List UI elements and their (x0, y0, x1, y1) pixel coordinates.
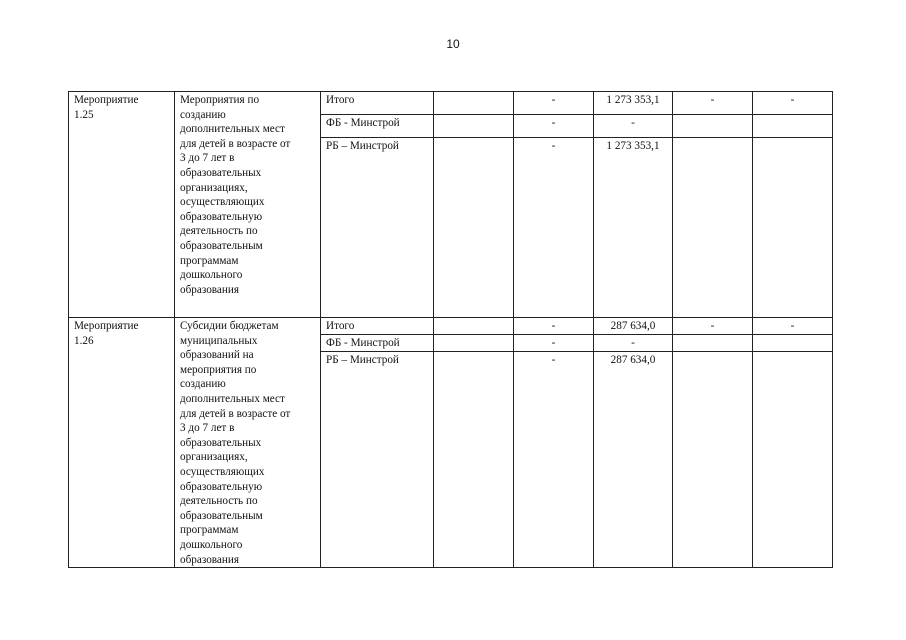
value-cell (753, 335, 833, 352)
value-cell (753, 138, 833, 318)
value-cell: 1 273 353,1 (594, 92, 673, 115)
value-cell: - (753, 92, 833, 115)
value-cell (673, 115, 753, 138)
value-cell: - (514, 92, 594, 115)
event-cell: Мероприятие 1.25 (69, 92, 175, 318)
value-cell (434, 115, 514, 138)
value-cell: - (514, 115, 594, 138)
value-cell: - (673, 318, 753, 335)
value-cell (753, 352, 833, 568)
table-row (69, 92, 833, 115)
funding-source-cell: Итого (321, 92, 434, 115)
value-cell (434, 335, 514, 352)
value-cell (753, 115, 833, 138)
value-cell: 287 634,0 (594, 318, 673, 335)
value-cell: - (753, 318, 833, 335)
value-cell (434, 318, 514, 335)
value-cell (673, 335, 753, 352)
value-cell (673, 138, 753, 318)
value-cell (434, 138, 514, 318)
value-cell: - (514, 138, 594, 318)
page-number: 10 (446, 37, 460, 51)
description-cell: Мероприятия по созданию дополнительных мест для детей в возрасте от 3 до 7 лет в образовательных организациях, осуществляющих образовательную деятельность по образовательным программам дошкольного образования (175, 92, 321, 318)
value-cell: 287 634,0 (594, 352, 673, 568)
value-cell: - (514, 352, 594, 568)
value-cell: - (514, 335, 594, 352)
funding-source-cell: ФБ - Минстрой (321, 335, 434, 352)
value-cell (434, 352, 514, 568)
value-cell: - (594, 335, 673, 352)
value-cell (673, 352, 753, 568)
table-row (69, 318, 833, 335)
value-cell: - (514, 318, 594, 335)
value-cell: 1 273 353,1 (594, 138, 673, 318)
event-cell: Мероприятие 1.26 (69, 318, 175, 568)
funding-source-cell: ФБ - Минстрой (321, 115, 434, 138)
value-cell (434, 92, 514, 115)
funding-source-cell: РБ – Минстрой (321, 138, 434, 318)
budget-table (68, 91, 833, 568)
value-cell: - (673, 92, 753, 115)
funding-source-cell: РБ – Минстрой (321, 352, 434, 568)
funding-source-cell: Итого (321, 318, 434, 335)
value-cell: - (594, 115, 673, 138)
description-cell: Субсидии бюджетам муниципальных образований на мероприятия по созданию дополнительных мест для детей в возрасте от 3 до 7 лет в образовательных организациях, осуществляющих образовательную деятельность по образовательным программам дошкольного образования (175, 318, 321, 568)
